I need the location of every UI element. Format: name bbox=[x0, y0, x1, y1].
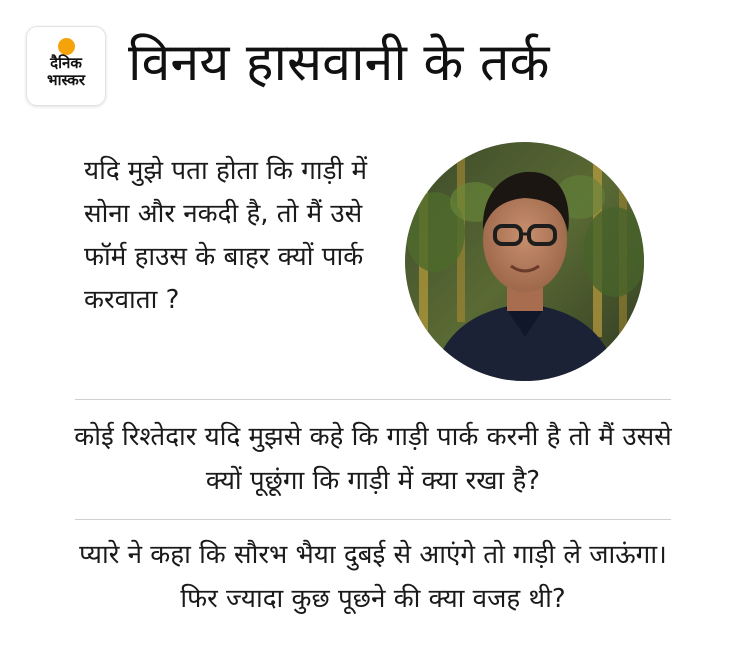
dainik-bhaskar-logo bbox=[27, 27, 105, 105]
portrait-image bbox=[405, 142, 644, 381]
page-title: विनय हासवानी के तर्क bbox=[128, 33, 550, 93]
logo-line-2: भास्कर bbox=[47, 71, 85, 89]
logo-line-1: दैनिक bbox=[50, 54, 82, 72]
sun-icon bbox=[58, 38, 75, 55]
quote-3: प्यारे ने कहा कि सौरभ भैया दुबई से आएंगे तो गाड़ी ले जाऊंगा। फिर ज्यादा कुछ पूछने की क्या वजह थी? bbox=[79, 540, 667, 614]
quote-1: यदि मुझे पता होता कि गाड़ी में सोना और नकदी है, तो मैं उसे फॉर्म हाउस के बाहर क्यों पार्क करवाता ? bbox=[84, 156, 368, 315]
divider-1 bbox=[75, 399, 671, 400]
portrait-photo bbox=[405, 142, 644, 381]
quote-2: कोई रिश्तेदार यदि मुझसे कहे कि गाड़ी पार्क करनी है तो मैं उससे क्यों पूछूंगा कि गाड़ी में क्या रखा है? bbox=[74, 422, 672, 496]
divider-2 bbox=[75, 519, 671, 520]
